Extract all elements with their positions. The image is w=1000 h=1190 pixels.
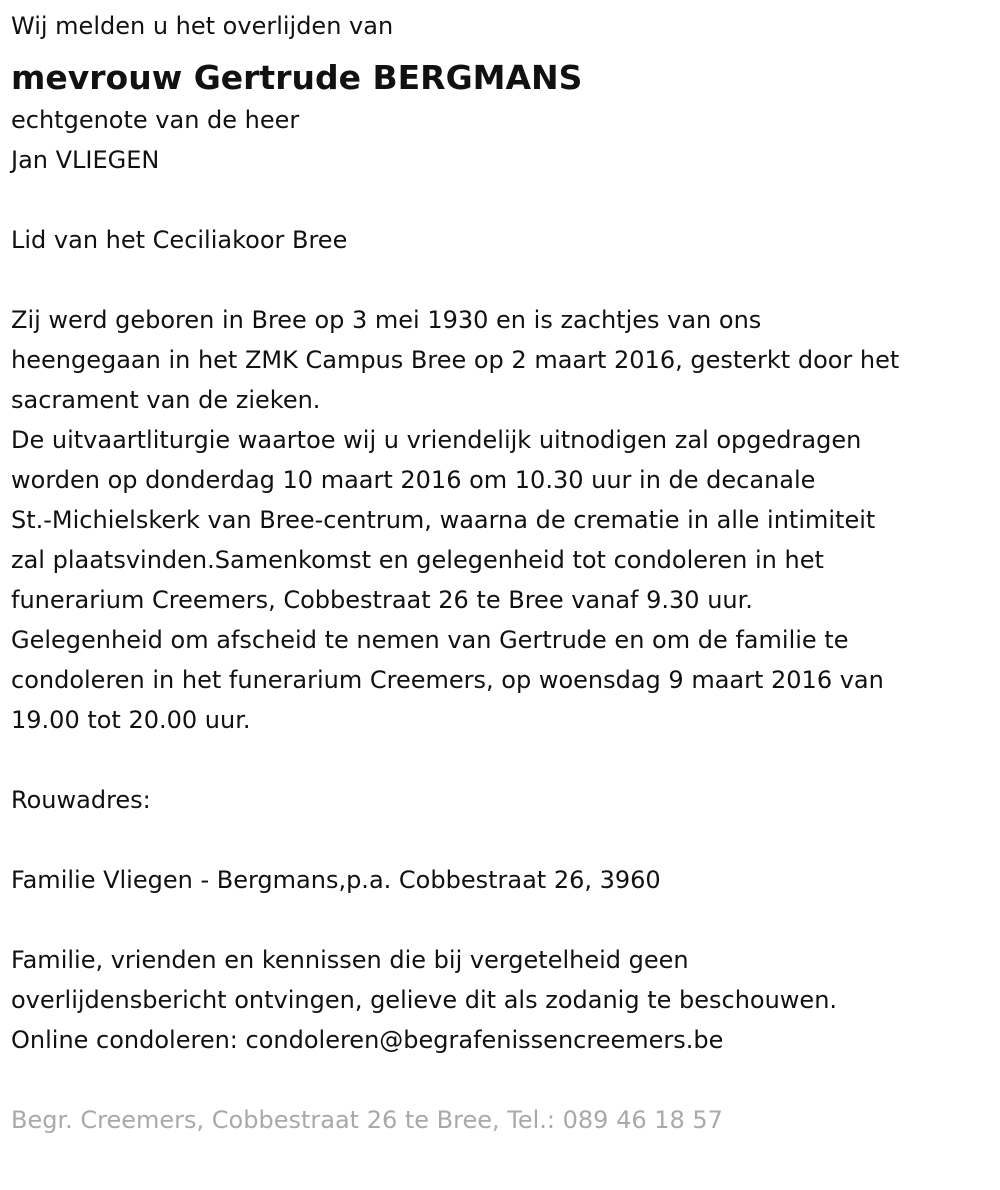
closing-text (11, 940, 996, 1060)
deceased-name: mevrouw Gertrude BERGMANS (11, 58, 583, 97)
body-line: Gelegenheid om afscheid te nemen van Gertrude en om de familie te (11, 626, 849, 654)
intro-text: Wij melden u het overlijden van (11, 12, 394, 40)
body-line: St.-Michielskerk van Bree-centrum, waarna de crematie in alle intimiteit (11, 506, 876, 534)
body-line: 19.00 tot 20.00 uur. (11, 706, 251, 734)
spacer (11, 740, 996, 780)
spacer (11, 1060, 996, 1100)
membership-text: Lid van het Ceciliakoor Bree (11, 226, 348, 254)
body-line: worden op donderdag 10 maart 2016 om 10.30 uur in de decanale (11, 466, 816, 494)
body-line: zal plaatsvinden.Samenkomst en gelegenheid tot condoleren in het (11, 546, 824, 574)
spacer (11, 260, 996, 300)
address-label: Rouwadres: (11, 786, 151, 814)
spacer (11, 820, 996, 860)
spouse-line-2: Jan VLIEGEN (11, 146, 160, 174)
closing-line: overlijdensbericht ontvingen, gelieve dit als zodanig te beschouwen. (11, 986, 838, 1014)
notice-body (11, 300, 996, 740)
body-line: De uitvaartliturgie waartoe wij u vriendelijk uitnodigen zal opgedragen (11, 426, 862, 454)
body-line: sacrament van de zieken. (11, 386, 321, 414)
death-notice (11, 6, 996, 1140)
spouse-line-1: echtgenote van de heer (11, 106, 300, 134)
spacer (11, 180, 996, 220)
body-line: Zij werd geboren in Bree op 3 mei 1930 en is zachtjes van ons (11, 306, 762, 334)
funeral-home-footer: Begr. Creemers, Cobbestraat 26 te Bree, Tel.: 089 46 18 57 (11, 1106, 723, 1134)
body-line: condoleren in het funerarium Creemers, op woensdag 9 maart 2016 van (11, 666, 884, 694)
body-line: heengegaan in het ZMK Campus Bree op 2 maart 2016, gesterkt door het (11, 346, 900, 374)
online-condolence-line: Online condoleren: condoleren@begrafenissencreemers.be (11, 1026, 724, 1054)
closing-line: Familie, vrienden en kennissen die bij vergetelheid geen (11, 946, 689, 974)
mourning-address: Familie Vliegen - Bergmans,p.a. Cobbestraat 26, 3960 (11, 866, 661, 894)
spacer (11, 900, 996, 940)
body-line: funerarium Creemers, Cobbestraat 26 te Bree vanaf 9.30 uur. (11, 586, 753, 614)
